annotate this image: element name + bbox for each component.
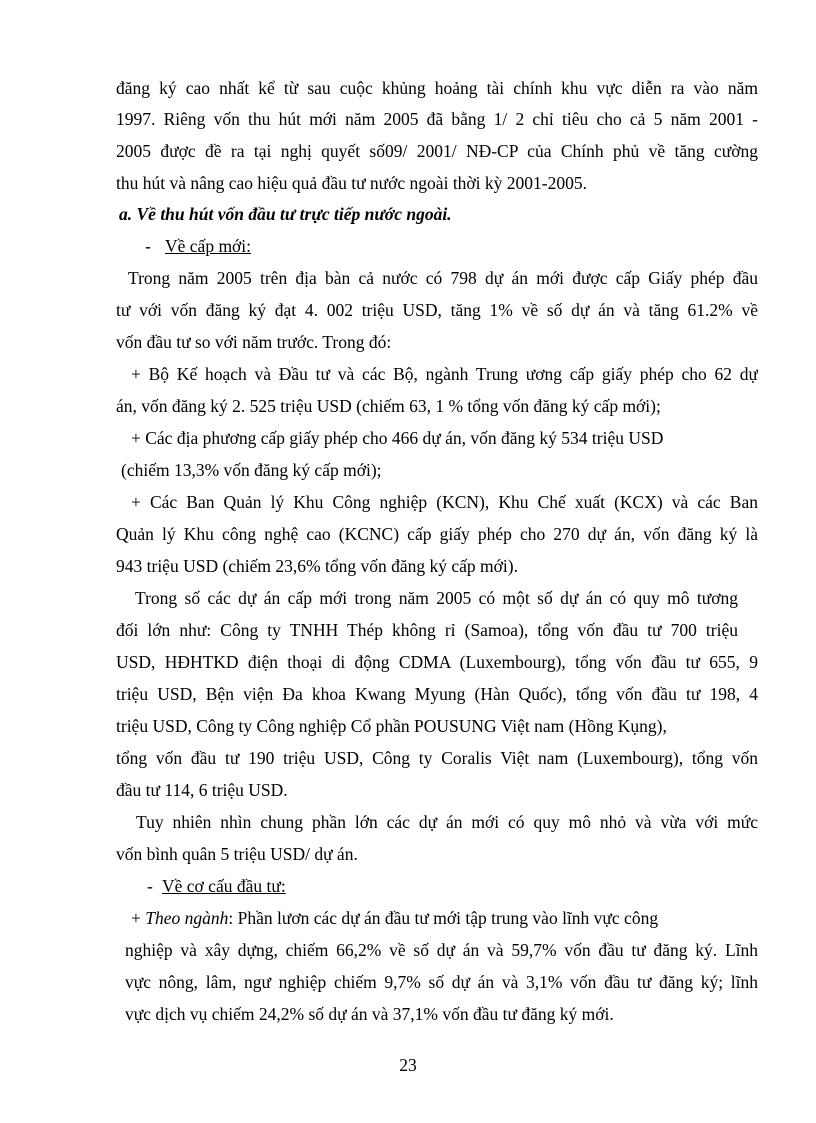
text-line: vực dịch vụ chiếm 24,2% số dự án và 37,1% vốn đầu tư đăng ký mới. [125,1004,614,1024]
page-number: 23 [399,1055,417,1075]
text-line: đăng ký cao nhất kể từ sau cuộc khủng hoảng tài chính khu vực diễn ra vào năm [116,78,758,98]
text-line: đối lớn như: Công ty TNHH Thép không rỉ (Samoa), tổng vốn đầu tư 700 triệu [116,620,738,640]
section-heading: a. Về thu hút vốn đầu tư trực tiếp nước ngoài. [119,204,452,224]
text-line: 2005 được đề ra tại nghị quyết số09/ 2001/ NĐ-CP của Chính phủ về tăng cường [116,141,758,161]
text-line: vực nông, lâm, ngư nghiệp chiếm 9,7% số dự án và 3,1% vốn đầu tư đăng ký; lĩnh [125,972,758,992]
text-line: (chiếm 13,3% vốn đăng ký cấp mới); [121,460,382,480]
text-line: thu hút và nâng cao hiệu quả đầu tư nước ngoài thời kỳ 2001-2005. [116,173,587,193]
text-line: + Các Ban Quản lý Khu Công nghiệp (KCN), Khu Chế xuất (KCX) và các Ban [131,492,758,512]
text-line: triệu USD, Bện viện Đa khoa Kwang Myung (Hàn Quốc), tổng vốn đầu tư 198, 4 [116,684,758,704]
text-line: Trong số các dự án cấp mới trong năm 2005 có một số dự án có quy mô tương [135,588,738,608]
plus-marker: + [131,908,141,928]
text-line: USD, HĐHTKD điện thoại di động CDMA (Luxembourg), tổng vốn đầu tư 655, 9 [116,652,758,672]
sector-text: : Phần lươn các dự án đầu tư mới tập trung vào lĩnh vực công [228,908,659,928]
subheading-investment-structure: Về cơ cấu đầu tư: [162,876,286,896]
text-line: Tuy nhiên nhìn chung phần lớn các dự án mới có quy mô nhỏ và vừa với mức [136,812,758,832]
list-dash: - [145,236,151,256]
text-line: đầu tư 114, 6 triệu USD. [116,780,288,800]
text-line: 943 triệu USD (chiếm 23,6% tổng vốn đăng ký cấp mới). [116,556,518,576]
text-line-by-sector [131,906,758,930]
text-line: + Bộ Kế hoạch và Đầu tư và các Bộ, ngành Trung ương cấp giấy phép cho 62 dự [131,364,758,384]
text-line: triệu USD, Công ty Công nghiệp Cổ phần POUSUNG Việt nam (Hồng Kụng), [116,716,667,736]
text-line: + Các địa phương cấp giấy phép cho 466 dự án, vốn đăng ký 534 triệu USD [131,428,664,448]
text-line: tư với vốn đăng ký đạt 4. 002 triệu USD, tăng 1% về số dự án và tăng 61.2% về [116,300,758,320]
text-line: Trong năm 2005 trên địa bàn cả nước có 798 dự án mới được cấp Giấy phép đầu [128,268,758,288]
text-line: 1997. Riêng vốn thu hút mới năm 2005 đã bằng 1/ 2 chỉ tiêu cho cả 5 năm 2001 - [116,109,758,129]
text-line: nghiệp và xây dựng, chiếm 66,2% về số dự án và 59,7% vốn đầu tư đăng ký. Lĩnh [125,940,758,960]
text-line: tổng vốn đầu tư 190 triệu USD, Công ty Coralis Việt nam (Luxembourg), tổng vốn [116,748,758,768]
text-line: Quản lý Khu công nghệ cao (KCNC) cấp giấy phép cho 270 dự án, vốn đăng ký là [116,524,758,544]
sector-label: Theo ngành [145,908,229,928]
subheading-new-licenses: Về cấp mới: [165,236,252,256]
text-line: án, vốn đăng ký 2. 525 triệu USD (chiếm 63, 1 % tổng vốn đăng ký cấp mới); [116,396,661,416]
text-line: vốn đầu tư so với năm trước. Trong đó: [116,332,392,352]
text-line: vốn bình quân 5 triệu USD/ dự án. [116,844,358,864]
list-dash: - [147,876,153,896]
